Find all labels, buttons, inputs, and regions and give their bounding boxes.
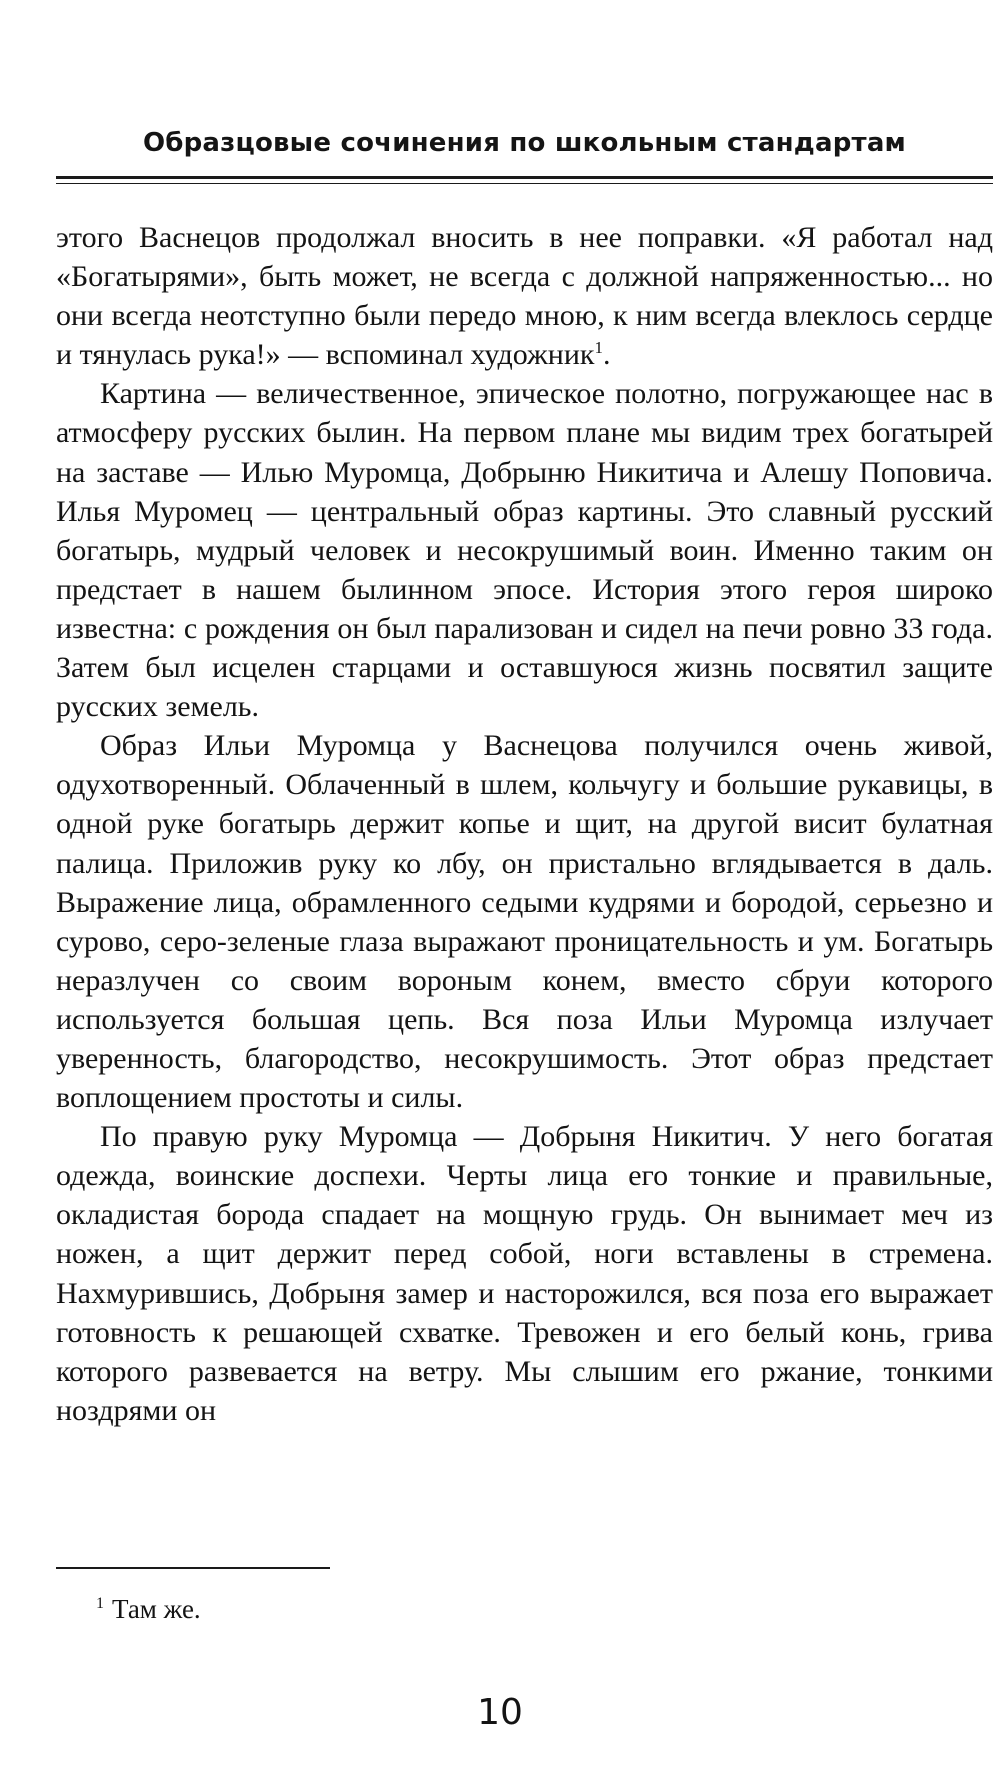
running-title: Образцовые сочинения по школьным стандартам [142, 128, 907, 158]
paragraph-1-end: . [602, 338, 611, 372]
paragraph-2: Картина — величественное, эпическое полотно, погружающее нас в атмосферу русских былин. На первом плане мы видим трех богатырей на заставе — Илью Муромца, Добрыню Никитича и Алешу Поповича. Илья Муромец — центральный образ картины. Это славный русский богатырь, мудрый человек и несокрушимый воин. Именно таким он предстает в нашем былинном эпосе. История этого героя широко известна: с рождения он был парализован и сидел на печи ровно 33 года. Затем был исцелен старцами и оставшуюся жизнь посвятил защите русских земель. [56, 377, 993, 724]
footnote-separator [56, 1567, 330, 1569]
paragraph-3: Образ Ильи Муромца у Васнецова получился очень живой, одухотворенный. Облаченный в шлем, кольчугу и большие рукавицы, в одной руке богатырь держит копье и щит, на другой висит булатная палица. Приложив руку ко лбу, он пристально вглядывается в даль. Выражение лица, обрамленного седыми кудрями и бородой, серьезно и сурово, серо-зеленые глаза выражают проницательность и ум. Богатырь неразлучен со своим вороным конем, вместо сбруи которого используется большая цепь. Вся поза Ильи Муромца излучает уверенность, благородство, несокрушимость. Этот образ предстает воплощением простоты и силы. [56, 729, 993, 1115]
paragraph-1 [56, 218, 993, 374]
page-number: 10 [477, 1692, 523, 1733]
footnote-marker: 1 [96, 1595, 104, 1612]
paragraph-4: По правую руку Муромца — Добрыня Никитич. У него богатая одежда, воинские доспехи. Черты лица его тонкие и правильные, окладистая борода спадает на мощную грудь. Он вынимает меч из ножен, а щит держит перед собой, ноги вставлены в стремена. Нахмурившись, Добрыня замер и насторожился, вся поза его выражает готовность к решающей схватке. Тревожен и его белый конь, грива которого развевается на ветру. Мы слышим его ржание, тонкими ноздрями он [56, 1120, 993, 1427]
header-rule-thick [56, 176, 993, 179]
main-text [56, 218, 993, 1430]
footnote-reference: 1 [594, 338, 603, 358]
header-rule-thin [56, 183, 993, 184]
paragraph-1-text: этого Васнецов продолжал вносить в нее поправки. «Я работал над «Богатырями», быть может, не всегда с должной напряженностью... но они всегда неотступно были передо мною, к ним всегда влеклось сердце и тянулась рука!» — вспоминал художник [56, 221, 993, 372]
footnote [96, 1594, 201, 1625]
footnote-text: Там же. [112, 1594, 201, 1624]
